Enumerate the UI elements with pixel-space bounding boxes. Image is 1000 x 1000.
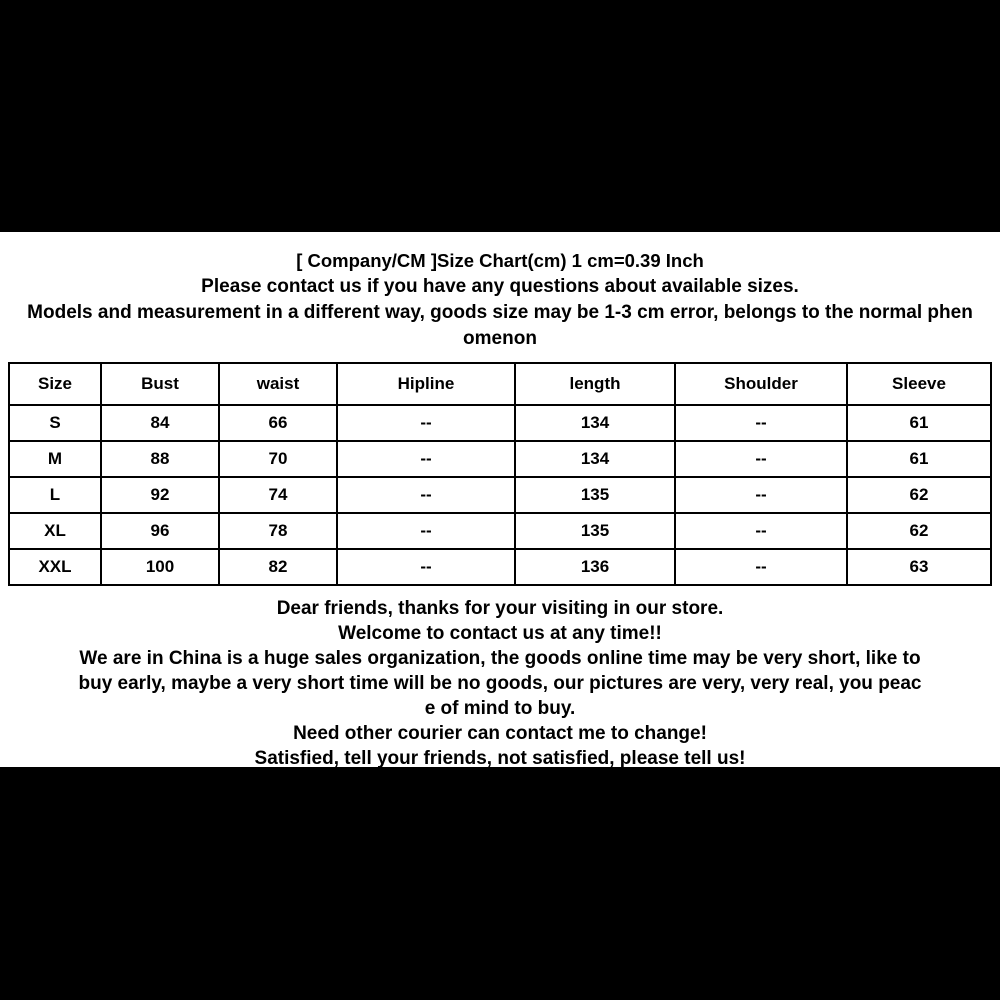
cell-size: XL — [9, 513, 101, 549]
table-row — [9, 405, 991, 441]
cell-sleeve: 62 — [847, 477, 991, 513]
size-chart-sheet — [0, 232, 1000, 767]
cell-length: 134 — [515, 441, 675, 477]
table-row — [9, 441, 991, 477]
cell-waist: 74 — [219, 477, 337, 513]
size-chart-table — [8, 362, 992, 586]
cell-size: L — [9, 477, 101, 513]
cell-shoulder: -- — [675, 477, 847, 513]
cell-length: 135 — [515, 513, 675, 549]
cell-shoulder: -- — [675, 549, 847, 585]
cell-bust: 88 — [101, 441, 219, 477]
footer-line-5: e of mind to buy. — [424, 698, 576, 719]
cell-waist: 66 — [219, 405, 337, 441]
cell-shoulder: -- — [675, 441, 847, 477]
footer-line-1: Dear friends, thanks for your visiting in our store. — [276, 598, 724, 619]
cell-length: 134 — [515, 405, 675, 441]
cell-waist: 82 — [219, 549, 337, 585]
measurement-note-line-1: Models and measurement in a different way, goods size may be 1-3 cm error, belongs to the normal phen — [27, 302, 973, 323]
column-header-waist: waist — [219, 363, 337, 405]
cell-hipline: -- — [337, 405, 515, 441]
contact-note: Please contact us if you have any questions about available sizes. — [201, 276, 799, 297]
cell-size: S — [9, 405, 101, 441]
cell-shoulder: -- — [675, 513, 847, 549]
cell-bust: 96 — [101, 513, 219, 549]
cell-bust: 92 — [101, 477, 219, 513]
cell-sleeve: 62 — [847, 513, 991, 549]
cell-hipline: -- — [337, 549, 515, 585]
footer-line-4: buy early, maybe a very short time will be no goods, our pictures are very, very real, you peac — [78, 673, 922, 694]
column-header-sleeve: Sleeve — [847, 363, 991, 405]
table-row — [9, 549, 991, 585]
footer-line-2: Welcome to contact us at any time!! — [338, 623, 662, 644]
cell-sleeve: 61 — [847, 441, 991, 477]
cell-bust: 100 — [101, 549, 219, 585]
cell-size: XXL — [9, 549, 101, 585]
column-header-length: length — [515, 363, 675, 405]
cell-hipline: -- — [337, 441, 515, 477]
table-row — [9, 513, 991, 549]
measurement-note-line-2: omenon — [463, 328, 537, 349]
column-header-size: Size — [9, 363, 101, 405]
footer-line-7: Satisfied, tell your friends, not satisfied, please tell us! — [254, 748, 746, 769]
column-header-bust: Bust — [101, 363, 219, 405]
cell-hipline: -- — [337, 513, 515, 549]
header-text-block — [0, 232, 1000, 356]
cell-length: 136 — [515, 549, 675, 585]
footer-line-6: Need other courier can contact me to change! — [293, 723, 707, 744]
cell-size: M — [9, 441, 101, 477]
cell-sleeve: 61 — [847, 405, 991, 441]
footer-line-3: We are in China is a huge sales organization, the goods online time may be very short, like to — [79, 648, 921, 669]
column-header-hipline: Hipline — [337, 363, 515, 405]
table-row — [9, 477, 991, 513]
cell-hipline: -- — [337, 477, 515, 513]
footer-text-block — [0, 586, 1000, 771]
chart-title: [ Company/CM ]Size Chart(cm) 1 cm=0.39 Inch — [296, 250, 704, 271]
cell-shoulder: -- — [675, 405, 847, 441]
cell-waist: 70 — [219, 441, 337, 477]
table-header-row — [9, 363, 991, 405]
cell-waist: 78 — [219, 513, 337, 549]
cell-length: 135 — [515, 477, 675, 513]
cell-sleeve: 63 — [847, 549, 991, 585]
column-header-shoulder: Shoulder — [675, 363, 847, 405]
cell-bust: 84 — [101, 405, 219, 441]
